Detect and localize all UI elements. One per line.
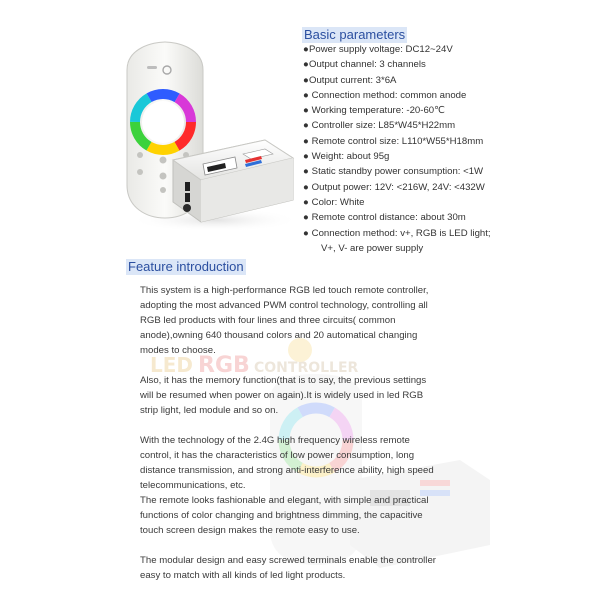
- param-item: ● Connection method: v+, RGB is LED light;: [303, 227, 491, 239]
- feature-line: distance transmission, and strong anti-interference ability, high speed: [140, 465, 434, 476]
- watermark-logo-rgb: RGB: [198, 353, 250, 378]
- feature-line: telecommunications, etc.: [140, 480, 246, 491]
- param-item: ● Static standby power consumption: <1W: [303, 166, 484, 178]
- param-item: ●Output channel: 3 channels: [303, 59, 426, 71]
- basic-parameters-heading: Basic parameters: [304, 27, 406, 42]
- watermark-logo-prefix: LED: [150, 353, 194, 377]
- feature-line: modes to choose.: [140, 345, 216, 356]
- feature-line: The remote looks fashionable and elegant, with simple and practical: [140, 495, 429, 506]
- param-item: ● Output power: 12V: <216W, 24V: <432W: [303, 181, 485, 193]
- feature-line: The modular design and easy screwed terminals enable the controller: [140, 555, 436, 566]
- param-item: ● Working temperature: -20-60℃: [303, 105, 445, 117]
- param-item: ●Output current: 3*6A: [303, 74, 397, 86]
- feature-line: anode),owning 640 thousand colors and 20 automatical changing: [140, 330, 418, 341]
- param-item: ●Power supply voltage: DC12~24V: [303, 44, 453, 55]
- param-item-continuation: V+, V- are power supply: [321, 242, 424, 254]
- param-item: ● Remote control distance: about 30m: [303, 212, 466, 224]
- param-item: ● Color: White: [303, 196, 365, 208]
- product-photo: [115, 40, 300, 235]
- feature-line: easy to match with all kinds of led light products.: [140, 570, 346, 581]
- watermark-logo-suffix: CONTROLLER: [254, 360, 359, 376]
- feature-line: Also, it has the memory function(that is to say, the previous settings: [140, 375, 427, 386]
- feature-line: control, it has the characteristics of low power consumption, long: [140, 450, 415, 461]
- feature-line: adopting the most advanced PWM control technology, controlling all: [140, 300, 428, 311]
- param-item: ● Weight: about 95g: [303, 151, 390, 163]
- feature-line: With the technology of the 2.4G high frequency wireless remote: [140, 435, 410, 446]
- param-item: ● Controller size: L85*W45*H22mm: [303, 120, 456, 132]
- feature-line: functions of color changing and brightness dimming, the capacitive: [140, 510, 423, 521]
- feature-line: strip light, led module and so on.: [140, 405, 279, 416]
- feature-introduction-heading: Feature introduction: [128, 259, 244, 274]
- param-item: ● Remote control size: L110*W55*H18mm: [303, 135, 484, 147]
- feature-line: will be resumed when power on again).It is widely used in led RGB: [140, 390, 424, 401]
- feature-text: [140, 283, 470, 583]
- basic-parameters-list: [303, 42, 598, 256]
- feature-line: This system is a high-performance RGB led touch remote controller,: [140, 285, 429, 296]
- color-wheel: [135, 94, 191, 150]
- feature-line: RGB led products with four lines and three circuits( common: [140, 315, 396, 326]
- param-item: ● Connection method: common anode: [303, 89, 467, 101]
- feature-line: touch screen design makes the remote easy to use.: [140, 525, 360, 536]
